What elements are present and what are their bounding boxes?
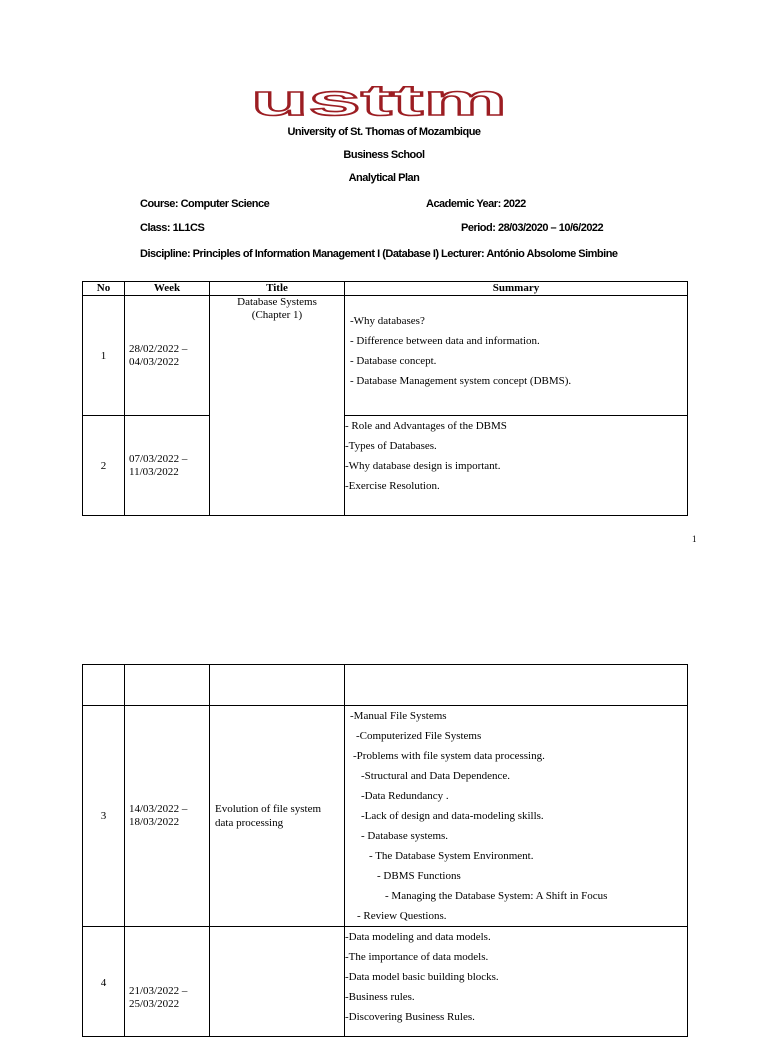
row-summary — [345, 927, 688, 1037]
table-row — [83, 416, 688, 516]
header-title: Title — [210, 282, 345, 296]
university-name: University of St. Thomas of Mozambique — [287, 126, 481, 138]
summary-item: -Discovering Business Rules. — [345, 1011, 475, 1023]
table-header-row — [83, 282, 688, 296]
summary-item: -Structural and Data Dependence. — [361, 770, 511, 782]
summary-item: - The Database System Environment. — [369, 850, 534, 862]
period-label: Period: 28/03/2020 – 10/6/2022 — [461, 222, 604, 234]
header-summary: Summary — [345, 282, 688, 296]
table-header-row-empty — [83, 665, 688, 706]
row-summary — [345, 296, 688, 416]
summary-item: - Database systems. — [361, 830, 449, 842]
summary-item: - Review Questions. — [357, 910, 447, 922]
table-row — [83, 296, 688, 416]
row-summary — [345, 416, 688, 516]
summary-item: -Business rules. — [345, 991, 415, 1003]
row-week: 07/03/2022 – 11/03/2022 — [125, 416, 210, 516]
row-summary — [345, 706, 688, 927]
summary-item: - Database Management system concept (DBMS). — [350, 375, 572, 387]
plan-table-page2 — [82, 664, 688, 1037]
summary-item: -Computerized File Systems — [356, 730, 482, 742]
plan-table-page1 — [82, 281, 688, 516]
summary-item: -Exercise Resolution. — [345, 480, 440, 492]
summary-item: -Manual File Systems — [350, 710, 447, 722]
row-title: Database Systems (Chapter 1) — [210, 296, 345, 516]
summary-item: -Problems with file system data processing. — [353, 750, 545, 762]
class-label: Class: 1L1CS — [140, 222, 205, 234]
row-title-empty — [210, 927, 345, 1037]
row-no: 3 — [83, 706, 125, 927]
table-row — [83, 706, 688, 927]
header-week: Week — [125, 282, 210, 296]
summary-item: - Managing the Database System: A Shift in Focus — [385, 890, 608, 902]
row-no: 2 — [83, 416, 125, 516]
discipline-label: Discipline: Principles of Information Management I (Database I) — [140, 248, 439, 260]
row-week: 14/03/2022 – 18/03/2022 — [125, 706, 210, 927]
row-no: 4 — [83, 927, 125, 1037]
summary-item: -Data modeling and data models. — [345, 931, 491, 943]
row-week: 28/02/2022 – 04/03/2022 — [125, 296, 210, 416]
school-name: Business School — [343, 149, 425, 161]
table-row — [83, 927, 688, 1037]
summary-item: - Database concept. — [350, 355, 437, 367]
summary-item: - DBMS Functions — [377, 870, 461, 882]
summary-item: -Types of Databases. — [345, 440, 437, 452]
row-no: 1 — [83, 296, 125, 416]
summary-item: -Why database design is important. — [345, 460, 501, 472]
page-number: 1 — [692, 534, 697, 544]
summary-item: -The importance of data models. — [345, 951, 489, 963]
plan-title: Analytical Plan — [348, 172, 420, 184]
academic-year-label: Academic Year: 2022 — [426, 198, 526, 210]
row-week: 21/03/2022 – 25/03/2022 — [125, 927, 210, 1037]
logo-text: usttm — [251, 84, 507, 120]
summary-item: -Data model basic building blocks. — [345, 971, 499, 983]
summary-item: - Role and Advantages of the DBMS — [345, 420, 507, 432]
summary-item: -Lack of design and data-modeling skills. — [361, 810, 544, 822]
header-no: No — [83, 282, 125, 296]
row-title: Evolution of file system data processing — [210, 706, 345, 927]
course-label: Course: Computer Science — [140, 198, 270, 210]
lecturer-label: Lecturer: António Absolome Simbine — [441, 248, 618, 260]
summary-item: -Data Redundancy . — [361, 790, 449, 802]
summary-item: - Difference between data and information. — [350, 335, 540, 347]
university-logo — [248, 84, 510, 120]
summary-item: -Why databases? — [350, 315, 425, 327]
